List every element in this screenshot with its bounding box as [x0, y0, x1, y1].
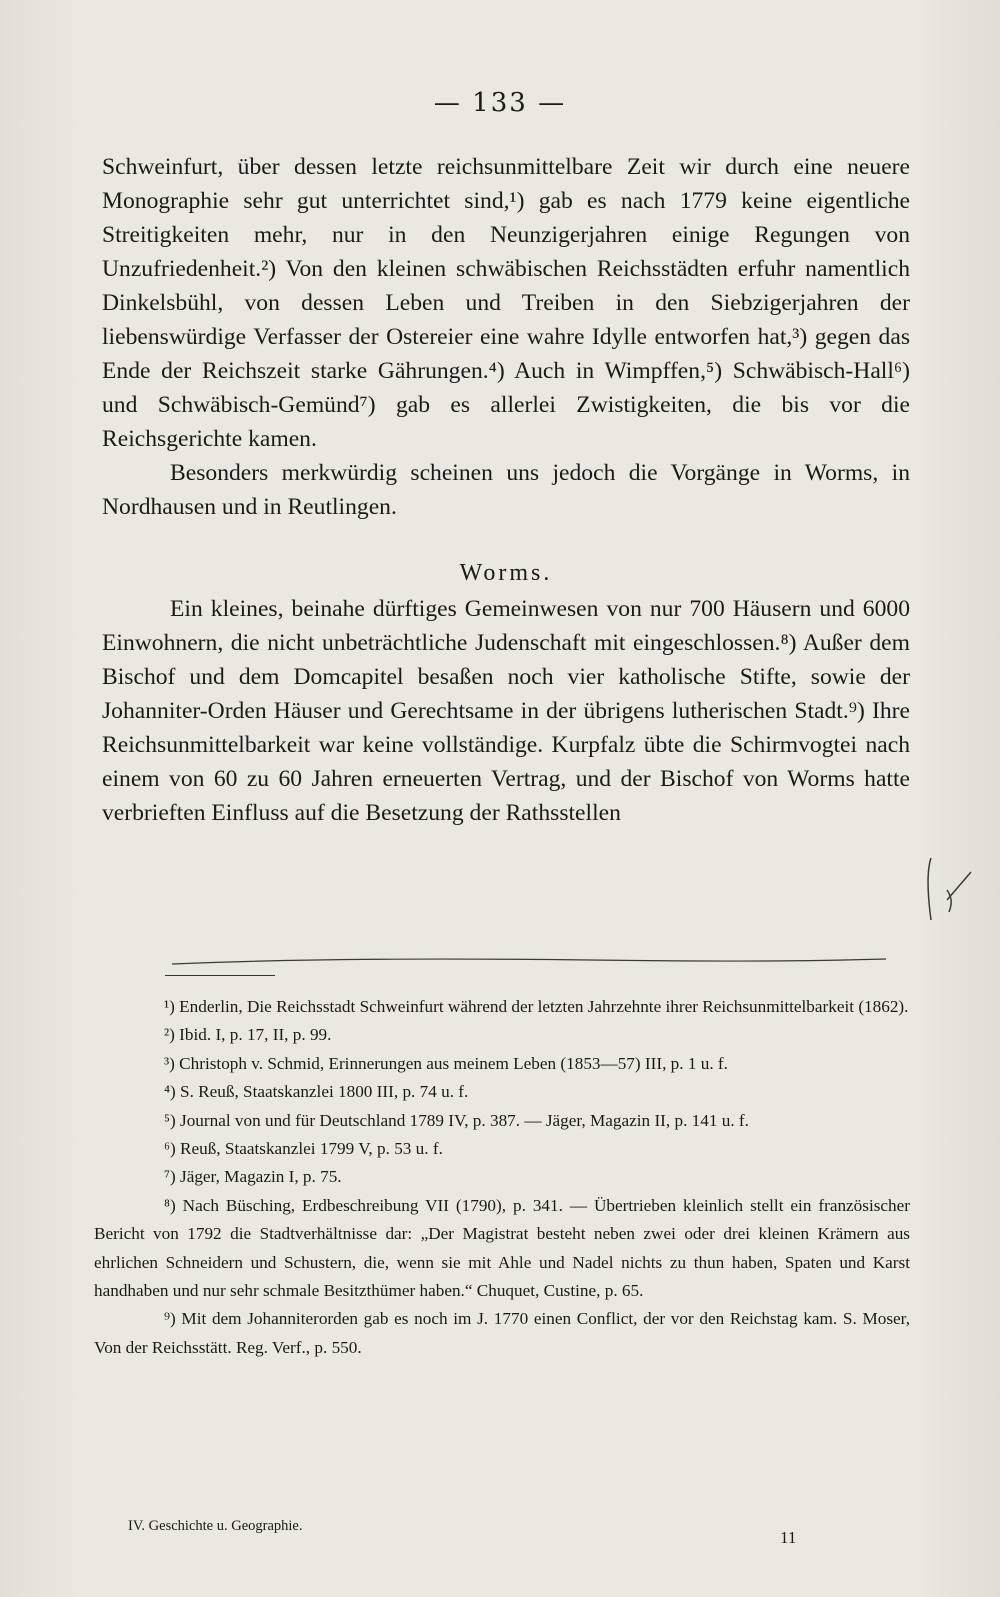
pencil-underline-mark	[170, 955, 890, 969]
paragraph-3: Ein kleines, beinahe dürftiges Gemeinwesen von nur 700 Häusern und 6000 Einwohnern, die nicht unbeträchtliche Judenschaft mit eingeschlossen.⁸) Außer dem Bischof und dem Domcapitel besaßen noch vier katholische Stifte, sowie der Johanniter-Orden Häuser und Gerechtsame in der übrigens lutherischen Stadt.⁹) Ihre Reichsunmittelbarkeit war keine vollständige. Kurpfalz übte die Schirmvogtei nach einem von 60 zu 60 Jahren erneuerten Vertrag, und der Bischof von Worms hatte verbrieften Einfluss auf die Besetzung der Rathsstellen	[102, 596, 910, 826]
main-text	[102, 150, 910, 830]
footnote-5: ⁵) Journal von und für Deutschland 1789 IV, p. 387. — Jäger, Magazin II, p. 141 u. f.	[164, 1110, 749, 1130]
sheet-number: 11	[780, 1528, 797, 1547]
pencil-margin-mark	[925, 850, 985, 930]
paragraph-2: Besonders merkwürdig scheinen uns jedoch die Vorgänge in Worms, in Nordhausen und in Reutlingen.	[102, 460, 910, 520]
footnote-6: ⁶) Reuß, Staatskanzlei 1799 V, p. 53 u. f.	[164, 1139, 443, 1159]
footnote-2: ²) Ibid. I, p. 17, II, p. 99.	[164, 1025, 332, 1045]
footnote-3: ³) Christoph v. Schmid, Erinnerungen aus meinem Leben (1853—57) III, p. 1 u. f.	[164, 1053, 728, 1073]
footnote-4: ⁴) S. Reuß, Staatskanzlei 1800 III, p. 74 u. f.	[164, 1082, 469, 1102]
section-title: Worms.	[459, 560, 553, 586]
paragraph-1: Schweinfurt, über dessen letzte reichsunmittelbare Zeit wir durch eine neuere Monographie sehr gut unterrichtet sind,¹) gab es nach 1779 keine eigentliche Streitigkeiten mehr, nur in den Neunzigerjahren einige Regungen von Unzufriedenheit.²) Von den kleinen schwäbischen Reichsstädten erfuhr namentlich Dinkelsbühl, von dessen Leben und Treiben in den Siebzigerjahren der liebenswürdige Verfasser der Ostereier eine wahre Idylle entworfen hat,³) gegen das Ende der Reichszeit starke Gährungen.⁴) Auch in Wimpffen,⁵) Schwäbisch-Hall⁶) und Schwäbisch-Gemünd⁷) gab es allerlei Zwistigkeiten, die bis vor die Reichsgerichte kamen.	[102, 154, 910, 452]
footnote-8: ⁸) Nach Büsching, Erdbeschreibung VII (1790), p. 341. — Übertrieben kleinlich stellt ein französischer Bericht von 1792 die Stadtverhältnisse dar: „Der Magistrat besteht neben zwei oder drei kleinen Krämern aus ehrlichen Schneidern und Schustern, die, wenn sie mit Ahle und Nadel nichts zu thun haben, Spaten und Karst handhaben und nur sehr schmale Besitzthümer haben.“ Chuquet, Custine, p. 65.	[94, 1195, 910, 1301]
page-number: — 133 —	[433, 88, 567, 118]
footnote-1: ¹) Enderlin, Die Reichsstadt Schweinfurt während der letzten Jahrzehnte ihrer Reichsunmittelbarkeit (1862).	[164, 997, 909, 1016]
footnote-7: ⁷) Jäger, Magazin I, p. 75.	[164, 1167, 342, 1187]
footnotes	[94, 993, 910, 1362]
footnote-9: ⁹) Mit dem Johanniterorden gab es noch im J. 1770 einen Conflict, der vor den Reichstag kam. S. Moser, Von der Reichsstätt. Reg. Verf., p. 550.	[94, 1309, 910, 1357]
signature-mark: IV. Geschichte u. Geographie.	[128, 1518, 303, 1534]
footnote-rule	[165, 975, 275, 976]
